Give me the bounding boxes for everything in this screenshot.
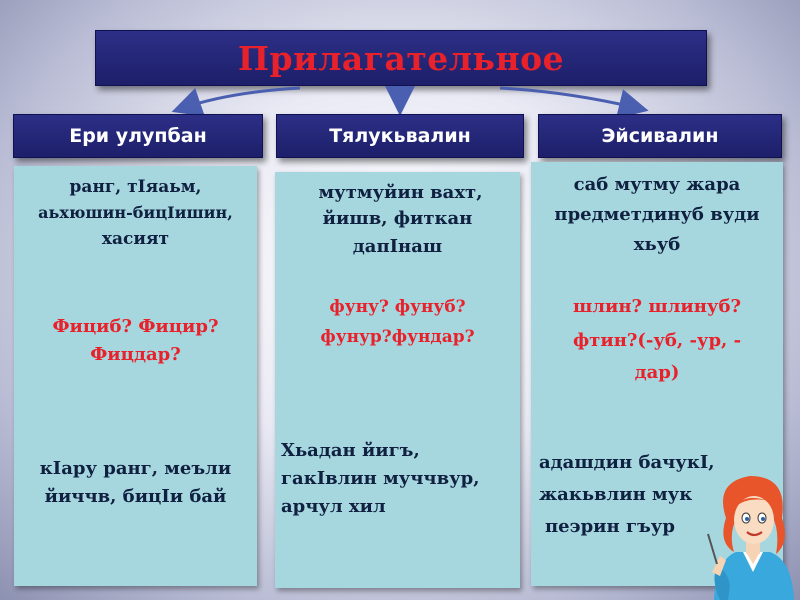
column-eri-ulupban [14, 166, 257, 586]
example-line: жакьвлин мук [539, 484, 693, 505]
header-label: Ери улупбан [69, 125, 207, 147]
question-line: Фицдар? [90, 344, 181, 365]
description-line: саб мутму жара [573, 174, 741, 195]
example-line: йиччв, бицIи бай [44, 486, 227, 507]
example-line: гакIвлин муччвур, [281, 468, 480, 489]
description-line: йишв, фиткан [322, 208, 473, 229]
question-line: фунур?фундар? [320, 327, 475, 347]
example-line: пеэрин гъур [545, 516, 675, 537]
description-line: аьхюшин-бицIишин, [38, 203, 233, 222]
example-line: кIару ранг, меъли [39, 458, 232, 479]
header-eri-ulupban [13, 114, 263, 158]
description-line: ранг, тIяаьм, [69, 177, 202, 197]
header-eysivalin [538, 114, 782, 158]
column-tyalukvalin [275, 172, 520, 588]
header-label: Тялукьвалин [329, 125, 471, 147]
diagram-title: Прилагательное [237, 38, 565, 78]
header-label: Эйсивалин [601, 125, 719, 147]
example-line: Хьадан йигъ, [281, 440, 420, 461]
arrow-right [500, 88, 637, 108]
question-line: фтин?(-уб, -ур, - [572, 330, 742, 351]
description-line: хьуб [633, 234, 681, 255]
teacher-cartoon-icon [706, 468, 800, 600]
question-line: дар) [634, 362, 680, 383]
description-line: дапIнаш [352, 236, 443, 257]
description-line: хасият [101, 229, 170, 249]
example-line: арчул хил [281, 496, 386, 517]
question-line: фуну? фунуб? [329, 297, 466, 317]
question-line: шлин? шлинуб? [572, 296, 741, 317]
description-line: мутмуйин вахт, [318, 182, 483, 203]
question-line: Фициб? Фицир? [52, 316, 219, 337]
example-line: адашдин бачукI, [539, 452, 715, 473]
header-tyalukvalin [276, 114, 524, 158]
description-line: предметдинуб вуди [554, 204, 760, 225]
arrow-left [183, 88, 300, 108]
